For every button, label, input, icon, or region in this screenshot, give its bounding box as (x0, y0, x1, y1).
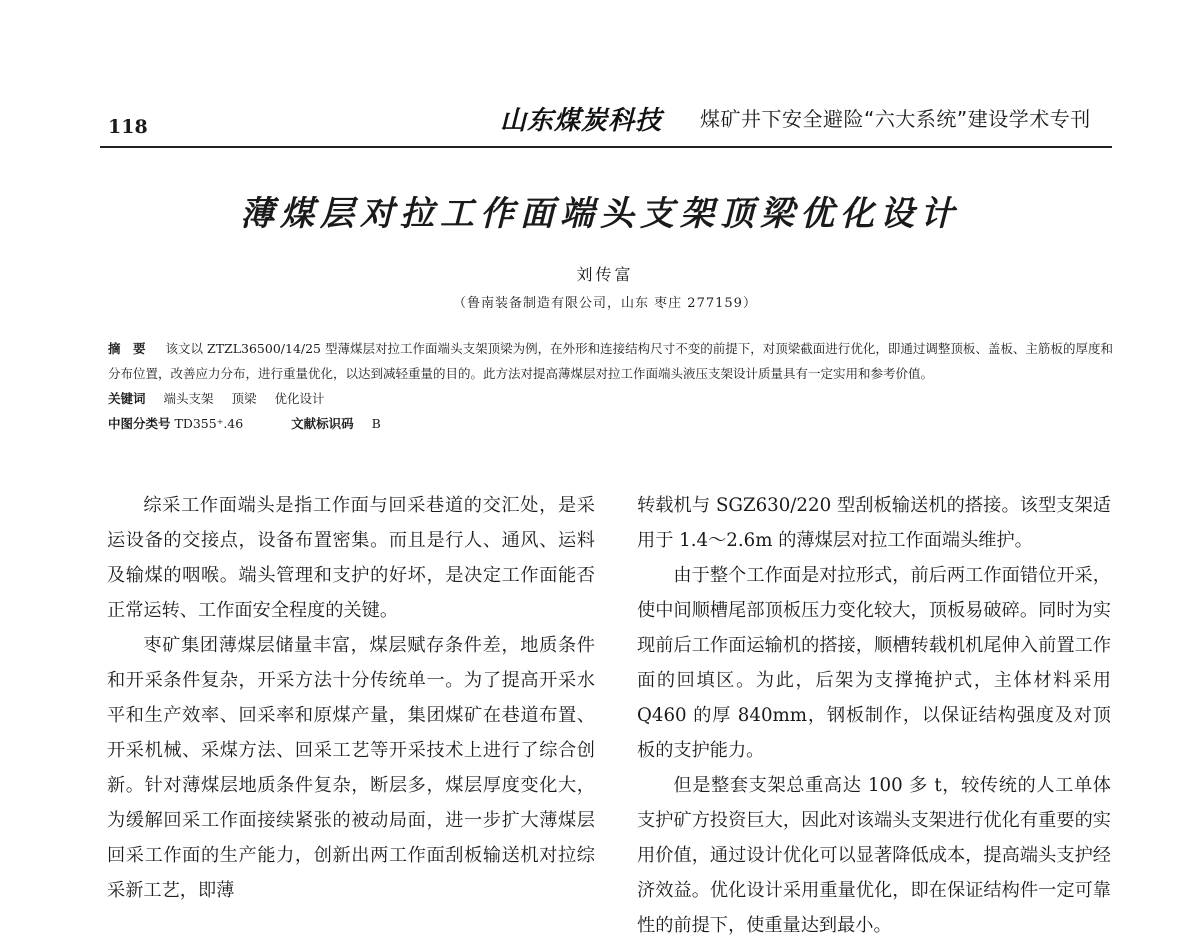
clc-value: TD355⁺.46 (174, 416, 244, 431)
body-left-column (107, 488, 595, 908)
author: 刘传富 (576, 265, 634, 284)
body-right-column (637, 488, 1111, 943)
body-paragraph: 综采工作面端头是指工作面与回采巷道的交汇处，是采运设备的交接点，设备布置密集。而且是行人、通风、运料及输煤的咽喉。端头管理和支护的好坏，是决定工作面能否正常运转、工作面安全程度的关键。 (107, 495, 595, 621)
clc-label: 中图分类号 (108, 416, 171, 431)
special-issue-title: 煤矿井下安全避险“六大系统”建设学术专刊 (700, 107, 1091, 131)
journal-logo: 山东煤炭科技 (500, 106, 663, 136)
keyword: 端头支架 (163, 391, 214, 406)
body-paragraph: 枣矿集团薄煤层储量丰富，煤层赋存条件差，地质条件和开采条件复杂，开采方法十分传统单一。为了提高开采水平和生产效率、回采率和原煤产量，集团煤矿在巷道布置、开采机械、采煤方法、回采工艺等开采技术上进行了综合创新。针对薄煤层地质条件复杂，断层多，煤层厚度变化大，为缓解回采工作面接续紧张的被动局面，进一步扩大薄煤层回采工作面的生产能力，创新出两工作面刮板输送机对拉综采新工艺，即薄 (107, 635, 595, 901)
affiliation: （鲁南装备制造有限公司，山东 枣庄 277159） (453, 296, 757, 311)
page-number: 118 (108, 116, 148, 138)
keywords (108, 386, 1113, 411)
doc-code-value: B (371, 416, 381, 431)
keyword: 顶梁 (231, 391, 257, 406)
doc-code-label: 文献标识码 (291, 416, 354, 431)
body-paragraph: 由于整个工作面是对拉形式，前后两工作面错位开采，使中间顺槽尾部顶板压力变化较大，顶板易破碎。同时为实现前后工作面运输机的搭接，顺槽转载机机尾伸入前置工作面的回填区。为此，后架为支撑掩护式，主体材料采用 Q460 的厚 840mm，钢板制作，以保证结构强度及对顶板的支护能力。 (637, 565, 1111, 761)
keywords-label: 关键词 (108, 391, 146, 406)
abstract (108, 336, 1113, 386)
body-paragraph-continued: 转载机与 SGZ630/220 型刮板输送机的搭接。该型支架适用于 1.4～2.6m 的薄煤层对拉工作面端头维护。 (637, 495, 1111, 551)
abstract-label: 摘 要 (108, 341, 146, 356)
body-paragraph: 但是整套支架总重高达 100 多 t，较传统的人工单体支护矿方投资巨大，因此对该端头支架进行优化有重要的实用价值，通过设计优化可以显著降低成本，提高端头支护经济效益。优化设计采用重量优化，即在保证结构件一定可靠性的前提下，使重量达到最小。 (637, 775, 1111, 936)
classification-line (108, 411, 1113, 436)
paper-title: 薄煤层对拉工作面端头支架顶梁优化设计 (240, 194, 960, 234)
abstract-text: 该文以 ZTZL36500/14/25 型薄煤层对拉工作面端头支架顶梁为例，在外形和连接结构尺寸不变的前提下，对顶梁截面进行优化，即通过调整顶板、盖板、主筋板的厚度和分布位置，改善应力分布，进行重量优化，以达到减轻重量的目的。此方法对提高薄煤层对拉工作面端头液压支架设计质量具有一定实用和参考价值。 (108, 341, 1113, 381)
abstract-block (108, 336, 1113, 436)
header-divider (100, 146, 1112, 148)
keyword: 优化设计 (274, 391, 325, 406)
